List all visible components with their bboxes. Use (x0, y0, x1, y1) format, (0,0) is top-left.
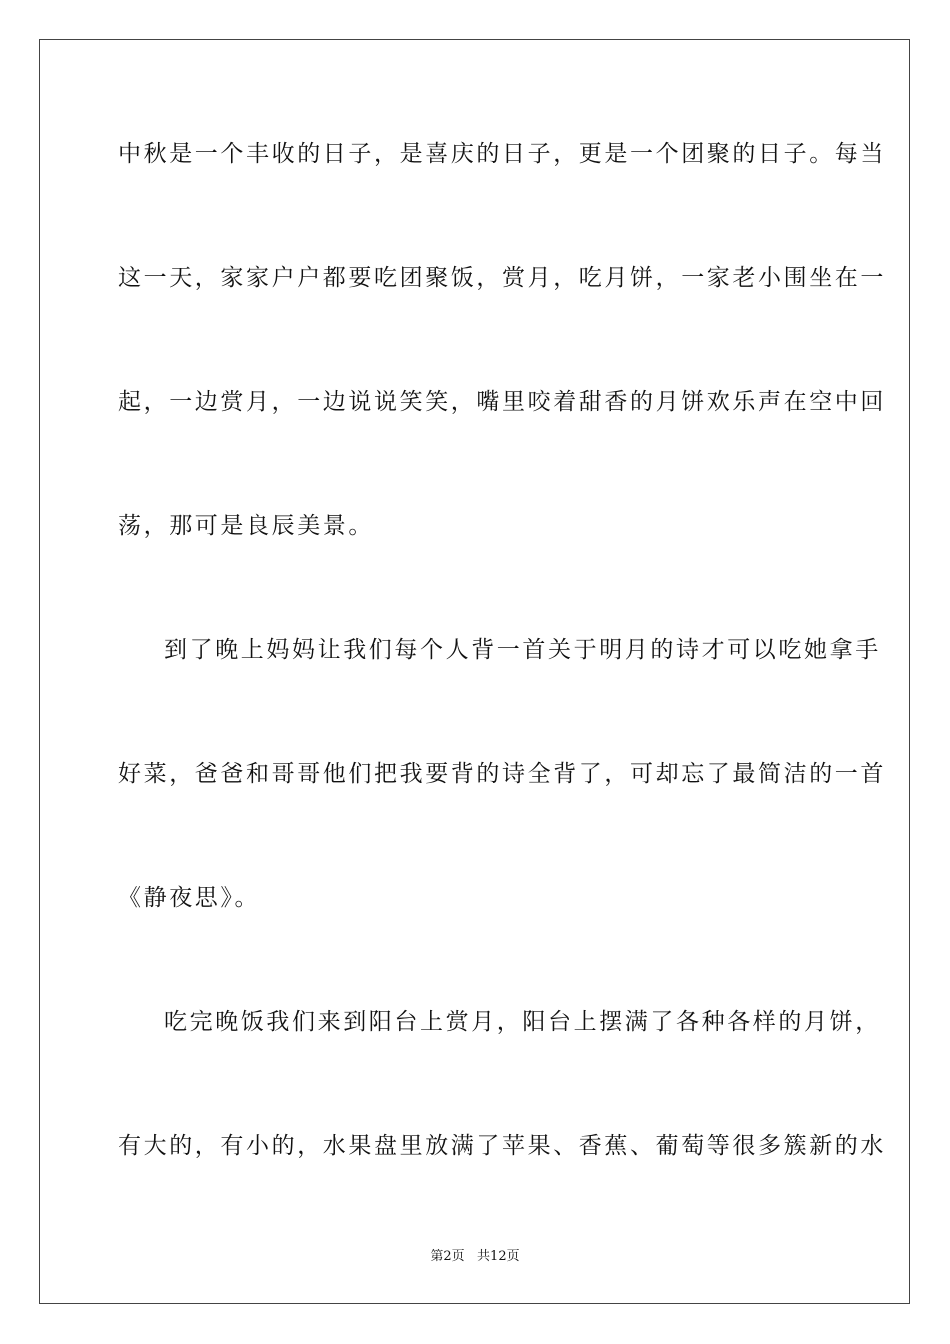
text-line-2: 这一天，家家户户都要吃团聚饭，赏月，吃月饼，一家老小围坐在一 (118, 265, 886, 291)
text-line-3: 起，一边赏月，一边说说笑笑，嘴里咬着甜香的月饼欢乐声在空中回 (118, 389, 886, 415)
text-line-8-paragraph-start: 吃完晚饭我们来到阳台上赏月，阳台上摆满了各种各样的月饼， (164, 1009, 881, 1035)
text-line-5-paragraph-start: 到了晚上妈妈让我们每个人背一首关于明月的诗才可以吃她拿手 (164, 637, 881, 663)
page-number-footer: 第2页 共12页 (430, 1249, 520, 1264)
text-line-1: 中秋是一个丰收的日子，是喜庆的日子，更是一个团聚的日子。每当 (118, 141, 886, 167)
text-line-7: 《静夜思》。 (118, 885, 261, 911)
page-border (39, 39, 910, 1304)
text-line-9: 有大的，有小的，水果盘里放满了苹果、香蕉、葡萄等很多簇新的水 (118, 1133, 886, 1159)
text-line-4: 荡，那可是良辰美景。 (118, 513, 374, 539)
text-line-6: 好菜，爸爸和哥哥他们把我要背的诗全背了，可却忘了最简洁的一首 (118, 761, 886, 787)
